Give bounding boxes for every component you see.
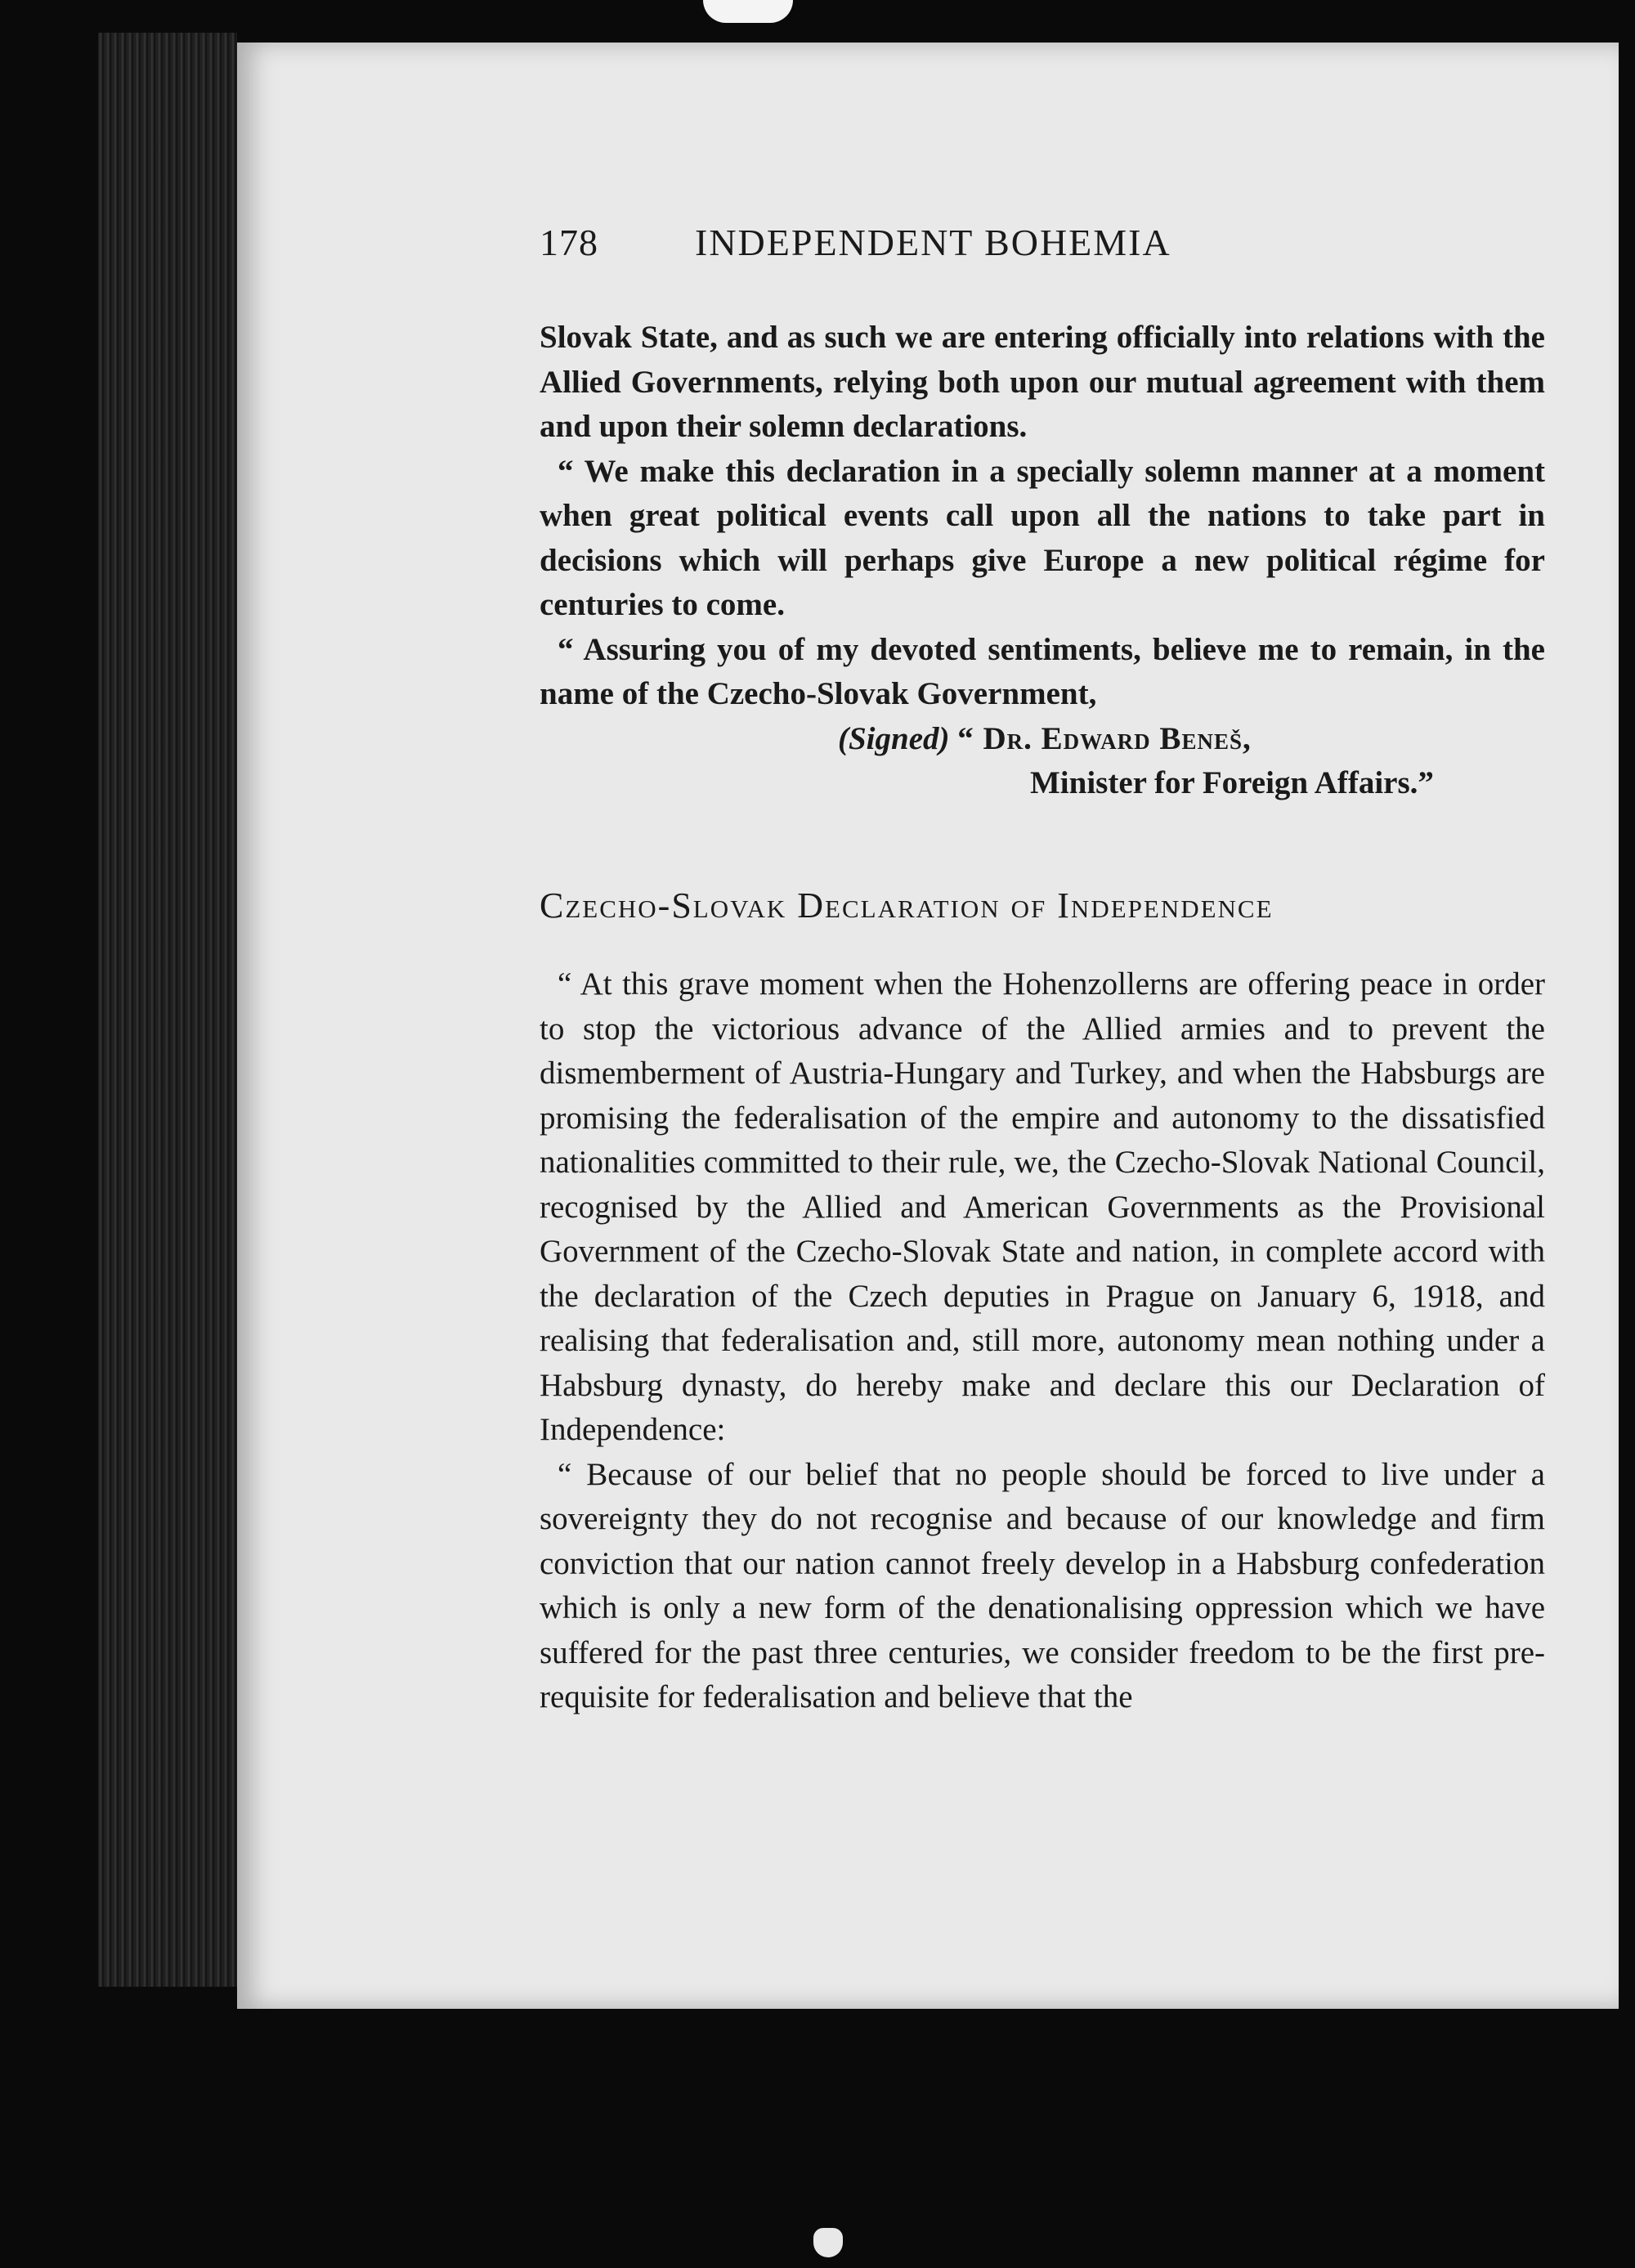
page-text [540, 221, 1545, 1720]
signed-label: (Signed) [838, 720, 950, 756]
section-heading: Czecho-Slovak Declaration of Independence [540, 885, 1274, 926]
signature-line [540, 717, 1545, 762]
scan-artifact-bottom [813, 2228, 843, 2257]
page-number: 178 [540, 222, 598, 263]
running-title: INDEPENDENT BOHEMIA [695, 222, 1171, 263]
running-head [540, 221, 1545, 286]
letter-paragraph-1: Slovak State, and as such we are entering officially into relations with the Allied Governments, relying both upon our mutual agreement with them and upon their solemn declarations. [540, 320, 1545, 444]
book-page-edges [98, 33, 237, 1987]
signer-title: Minister for Foreign Affairs.” [1030, 765, 1434, 800]
scan-artifact-top [703, 0, 793, 23]
declaration-paragraph-1: “ At this grave moment when the Hohenzollerns are offering peace in order to stop the victorious advance of the Allied armies and to prevent the dismemberment of Austria-Hungary and Turkey, and when the Habsburgs are promising the federalisation of the empire and autonomy to the dissatisfied nationalities committed to their rule, we, the Czecho-Slovak National Council, recognised by the Allied and American Governments as the Provisional Government of the Czecho-Slovak State and nation, in complete accord with the declaration of the Czech deputies in Prague on January 6, 1918, and realising that federalisation and, still more, autonomy mean nothing under a Habsburg dynasty, do hereby make and declare this our Declaration of Independence: [540, 966, 1545, 1447]
signer-name: “ Dr. Edward Beneš, [957, 720, 1252, 756]
letter-paragraph-3: “ Assuring you of my devoted sentiments, believe me to remain, in the name of the Czecho-Slovak Government, [540, 631, 1545, 711]
declaration-paragraph-2: “ Because of our belief that no people should be forced to live under a sovereignty they do not recognise and because of our knowledge and firm conviction that our nation cannot freely develop in a Habsburg confederation which is only a new form of the denationalising oppression which we have suffered for the past three centuries, we consider freedom to be the first pre-requisite for federalisation and believe that the [540, 1456, 1545, 1714]
letter-paragraph-2: “ We make this declaration in a specially solemn manner at a moment when great political events call upon all the nations to take part in decisions which will perhaps give Europe a new political régime for centuries to come. [540, 453, 1545, 622]
